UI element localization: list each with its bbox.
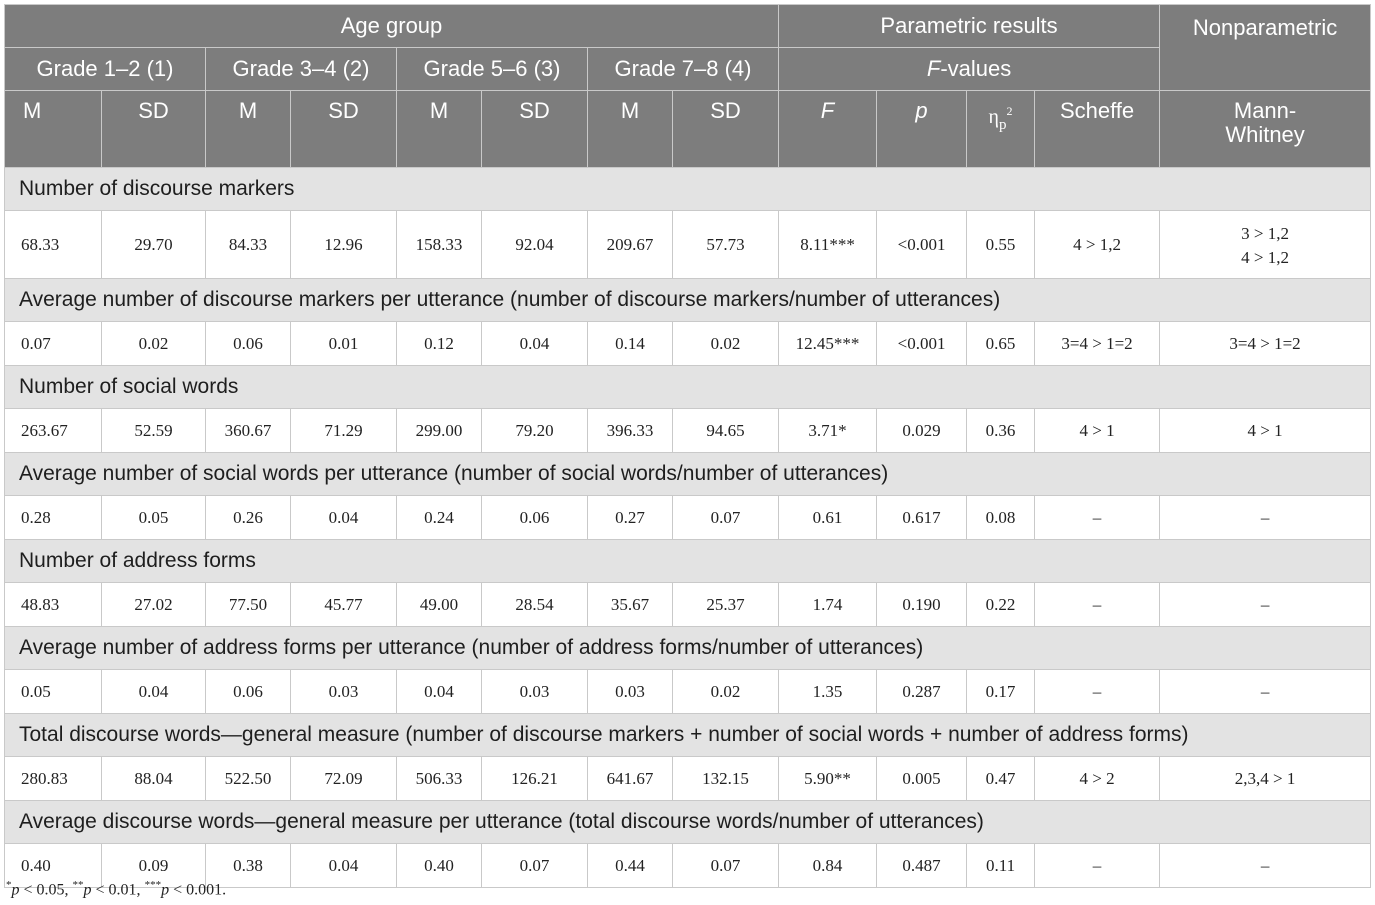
data-cell: 4 > 1,2 — [1035, 211, 1160, 279]
section-title: Number of social words — [5, 366, 1371, 409]
eta-symbol: η — [988, 106, 1000, 128]
data-cell: 0.06 — [482, 496, 588, 540]
data-cell: 0.04 — [102, 670, 206, 714]
data-cell: 3=4 > 1=2 — [1035, 322, 1160, 366]
data-cell: 132.15 — [673, 757, 779, 801]
nonparametric-header: Nonparametric — [1160, 5, 1371, 91]
data-cell: 209.67 — [588, 211, 673, 279]
data-cell: – — [1035, 844, 1160, 888]
fn-text-3: < 0.001. — [169, 881, 227, 899]
data-cell: 28.54 — [482, 583, 588, 627]
data-cell: – — [1035, 496, 1160, 540]
data-cell: 88.04 — [102, 757, 206, 801]
data-cell: 0.05 — [5, 670, 102, 714]
data-row — [5, 409, 1371, 453]
data-cell: 45.77 — [291, 583, 397, 627]
group-header-3: Grade 5–6 (3) — [397, 48, 588, 91]
data-cell: 0.47 — [967, 757, 1035, 801]
section-row — [5, 366, 1371, 409]
data-cell: – — [1035, 670, 1160, 714]
data-cell: 52.59 — [102, 409, 206, 453]
data-cell: 280.83 — [5, 757, 102, 801]
mann-whitney-value: 3=4 > 1=2 — [1229, 333, 1301, 353]
data-cell: 0.03 — [291, 670, 397, 714]
data-cell: 0.40 — [397, 844, 482, 888]
col-sd-3: SD — [482, 91, 588, 168]
data-cell: 641.67 — [588, 757, 673, 801]
data-cell: 77.50 — [206, 583, 291, 627]
table-body — [5, 168, 1371, 888]
fn-star-2: ** — [72, 879, 84, 891]
section-row — [5, 279, 1371, 322]
data-cell: 0.27 — [588, 496, 673, 540]
section-row — [5, 627, 1371, 670]
mann-whitney-cell — [1160, 496, 1371, 540]
data-cell: 158.33 — [397, 211, 482, 279]
data-cell: 0.005 — [877, 757, 967, 801]
data-cell: 0.14 — [588, 322, 673, 366]
data-cell: 0.04 — [291, 844, 397, 888]
data-cell: 79.20 — [482, 409, 588, 453]
data-cell: 71.29 — [291, 409, 397, 453]
mann-line-1: Mann- — [1233, 98, 1297, 123]
data-cell: 0.12 — [397, 322, 482, 366]
data-cell: 0.22 — [967, 583, 1035, 627]
data-cell: <0.001 — [877, 322, 967, 366]
col-scheffe: Scheffe — [1035, 91, 1160, 168]
col-eta — [967, 91, 1035, 168]
data-cell: 0.01 — [291, 322, 397, 366]
data-cell: 29.70 — [102, 211, 206, 279]
data-cell: 0.617 — [877, 496, 967, 540]
fn-p-2: p — [83, 881, 92, 899]
data-cell: – — [1035, 583, 1160, 627]
mann-whitney-value: 4 > 1 — [1247, 420, 1283, 440]
section-title: Total discourse words—general measure (number of discourse markers + number of social words + number of address forms) — [5, 714, 1371, 757]
data-cell: 0.38 — [206, 844, 291, 888]
data-row — [5, 496, 1371, 540]
data-cell: 0.09 — [102, 844, 206, 888]
f-italic: F — [926, 56, 941, 81]
mann-whitney-cell — [1160, 322, 1371, 366]
section-title: Average discourse words—general measure per utterance (total discourse words/number of utterances) — [5, 801, 1371, 844]
data-row — [5, 670, 1371, 714]
data-cell: 27.02 — [102, 583, 206, 627]
data-cell: 0.487 — [877, 844, 967, 888]
data-cell: 0.44 — [588, 844, 673, 888]
data-row — [5, 211, 1371, 279]
data-cell: <0.001 — [877, 211, 967, 279]
data-cell: 0.08 — [967, 496, 1035, 540]
col-m-3: M — [397, 91, 482, 168]
data-cell: 0.06 — [206, 322, 291, 366]
mann-line-2: Whitney — [1225, 122, 1305, 147]
data-cell: 0.03 — [588, 670, 673, 714]
data-cell: 263.67 — [5, 409, 102, 453]
data-cell: 396.33 — [588, 409, 673, 453]
data-cell: 25.37 — [673, 583, 779, 627]
footnote — [6, 879, 226, 899]
mann-whitney-cell — [1160, 844, 1371, 888]
data-cell: 49.00 — [397, 583, 482, 627]
mann-whitney-value: 4 > 1,2 — [1241, 247, 1289, 267]
data-cell: 0.28 — [5, 496, 102, 540]
col-sd-2: SD — [291, 91, 397, 168]
data-cell: 0.11 — [967, 844, 1035, 888]
data-cell: 94.65 — [673, 409, 779, 453]
section-title: Average number of address forms per utterance (number of address forms/number of utterances) — [5, 627, 1371, 670]
section-title: Number of address forms — [5, 540, 1371, 583]
data-cell: 12.96 — [291, 211, 397, 279]
fn-star-1: * — [6, 879, 12, 891]
data-cell: 0.07 — [5, 322, 102, 366]
section-row — [5, 453, 1371, 496]
data-cell: 57.73 — [673, 211, 779, 279]
table-header — [5, 5, 1371, 168]
data-cell: 35.67 — [588, 583, 673, 627]
mann-whitney-value: – — [1260, 681, 1270, 701]
data-cell: 1.35 — [779, 670, 877, 714]
fn-text-2: < 0.01, — [91, 881, 145, 899]
data-cell: 0.55 — [967, 211, 1035, 279]
data-cell: 5.90** — [779, 757, 877, 801]
col-mann-whitney — [1160, 91, 1371, 168]
data-cell: 0.029 — [877, 409, 967, 453]
data-cell: 0.36 — [967, 409, 1035, 453]
fn-star-3: *** — [144, 879, 162, 891]
eta-superscript: 2 — [1006, 104, 1013, 118]
col-p: p — [877, 91, 967, 168]
mann-whitney-cell — [1160, 211, 1371, 279]
mann-whitney-cell — [1160, 670, 1371, 714]
data-cell: 12.45*** — [779, 322, 877, 366]
age-group-header: Age group — [5, 5, 779, 48]
data-cell: 0.06 — [206, 670, 291, 714]
col-m-1: M — [5, 91, 102, 168]
data-cell: 126.21 — [482, 757, 588, 801]
data-cell: 506.33 — [397, 757, 482, 801]
section-title: Number of discourse markers — [5, 168, 1371, 211]
data-cell: 0.07 — [673, 496, 779, 540]
data-cell: 0.02 — [673, 322, 779, 366]
data-cell: 0.07 — [482, 844, 588, 888]
data-row — [5, 583, 1371, 627]
mann-whitney-value: 3 > 1,2 — [1241, 223, 1289, 243]
data-cell: 0.07 — [673, 844, 779, 888]
data-cell: 4 > 1 — [1035, 409, 1160, 453]
data-cell: 0.04 — [397, 670, 482, 714]
data-cell: 0.17 — [967, 670, 1035, 714]
data-cell: 0.287 — [877, 670, 967, 714]
eta-subscript: p — [999, 117, 1007, 133]
section-title: Average number of discourse markers per utterance (number of discourse markers/number of utterances) — [5, 279, 1371, 322]
data-cell: 3.71* — [779, 409, 877, 453]
col-f: F — [779, 91, 877, 168]
group-header-4: Grade 7–8 (4) — [588, 48, 779, 91]
col-sd-1: SD — [102, 91, 206, 168]
data-cell: 522.50 — [206, 757, 291, 801]
mann-whitney-cell — [1160, 583, 1371, 627]
data-cell: 0.05 — [102, 496, 206, 540]
data-cell: 0.65 — [967, 322, 1035, 366]
group-header-1: Grade 1–2 (1) — [5, 48, 206, 91]
section-row — [5, 801, 1371, 844]
data-cell: 4 > 2 — [1035, 757, 1160, 801]
data-cell: 1.74 — [779, 583, 877, 627]
data-cell: 0.26 — [206, 496, 291, 540]
fn-p-3: p — [161, 881, 170, 899]
col-m-4: M — [588, 91, 673, 168]
group-header-2: Grade 3–4 (2) — [206, 48, 397, 91]
data-cell: 0.04 — [482, 322, 588, 366]
fn-p-1: p — [11, 881, 20, 899]
parametric-header: Parametric results — [779, 5, 1160, 48]
data-cell: 0.04 — [291, 496, 397, 540]
mann-whitney-cell — [1160, 757, 1371, 801]
f-values-text: -values — [940, 56, 1012, 81]
mann-whitney-value: – — [1260, 507, 1270, 527]
data-cell: 0.61 — [779, 496, 877, 540]
data-cell: 0.03 — [482, 670, 588, 714]
data-cell: 84.33 — [206, 211, 291, 279]
mann-whitney-value: 2,3,4 > 1 — [1234, 768, 1296, 788]
section-row — [5, 714, 1371, 757]
col-m-2: M — [206, 91, 291, 168]
data-cell: 72.09 — [291, 757, 397, 801]
data-cell: 68.33 — [5, 211, 102, 279]
results-table — [4, 4, 1371, 888]
data-cell: 0.24 — [397, 496, 482, 540]
data-cell: 360.67 — [206, 409, 291, 453]
data-cell: 0.40 — [5, 844, 102, 888]
data-cell: 0.190 — [877, 583, 967, 627]
section-row — [5, 540, 1371, 583]
data-cell: 0.84 — [779, 844, 877, 888]
data-cell: 8.11*** — [779, 211, 877, 279]
mann-whitney-cell — [1160, 409, 1371, 453]
data-row — [5, 757, 1371, 801]
data-row — [5, 322, 1371, 366]
data-cell: 299.00 — [397, 409, 482, 453]
data-cell: 92.04 — [482, 211, 588, 279]
section-title: Average number of social words per utterance (number of social words/number of utterances) — [5, 453, 1371, 496]
data-cell: 0.02 — [673, 670, 779, 714]
section-row — [5, 168, 1371, 211]
col-sd-4: SD — [673, 91, 779, 168]
mann-whitney-value: – — [1260, 855, 1270, 875]
fn-text-1: < 0.05, — [19, 881, 73, 899]
mann-whitney-value: – — [1260, 594, 1270, 614]
data-cell: 48.83 — [5, 583, 102, 627]
f-values-header — [779, 48, 1160, 91]
data-cell: 0.02 — [102, 322, 206, 366]
